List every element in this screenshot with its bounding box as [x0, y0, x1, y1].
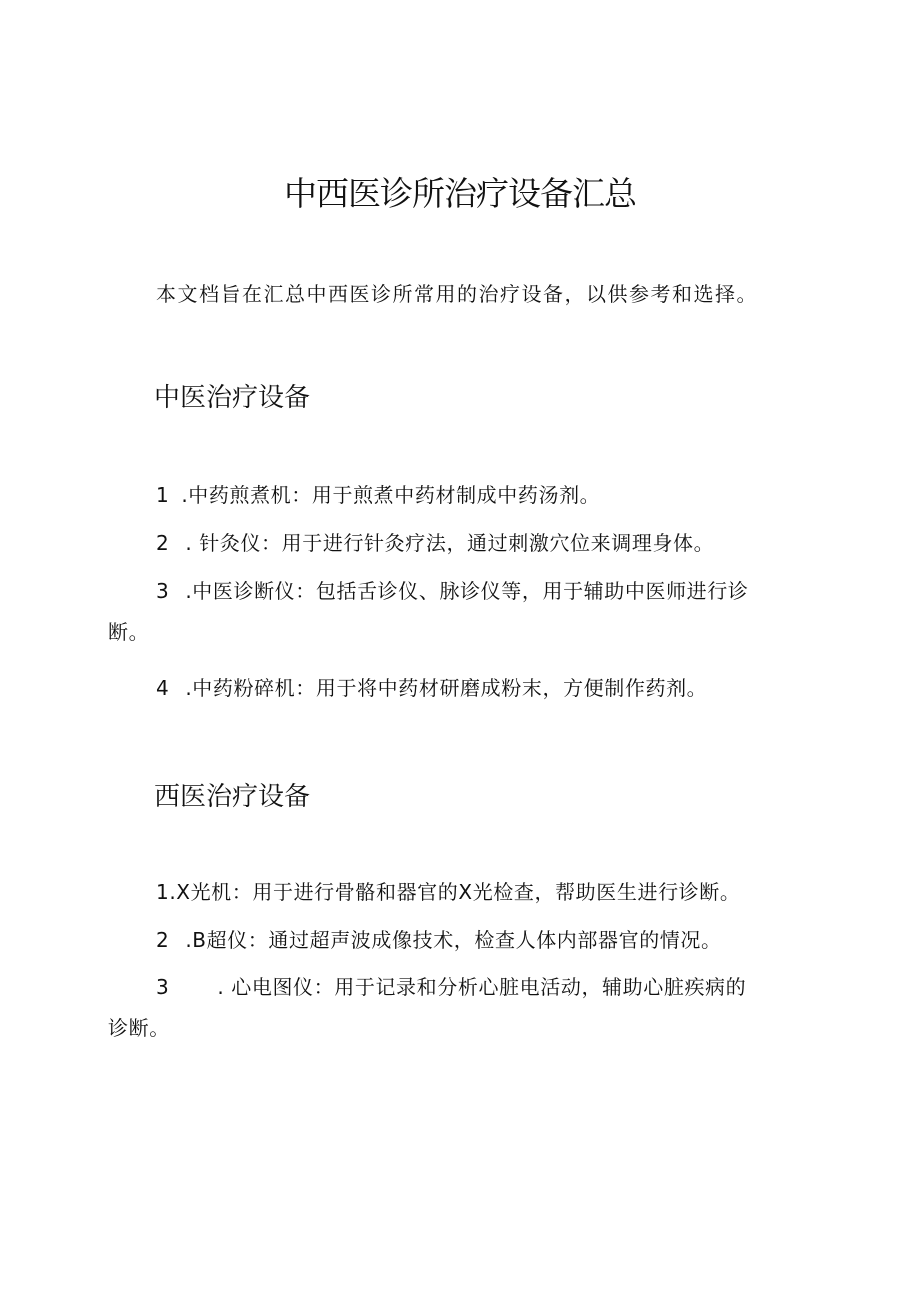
item-number: 1: [156, 483, 170, 507]
item-text: .中医诊断仪：包括舌诊仪、脉诊仪等，用于辅助中医师进行诊: [185, 579, 749, 603]
item-number: 3: [156, 579, 170, 603]
item-text: . 针灸仪：用于进行针灸疗法，通过刺激穴位来调理身体。: [185, 531, 715, 555]
intro-paragraph: 本文档旨在汇总中西医诊所常用的治疗设备，以供参考和选择。: [156, 282, 758, 306]
item-text-continuation: 断。: [108, 620, 150, 644]
item-text-continuation: 诊断。: [108, 1016, 170, 1040]
item-text: .B超仪：通过超声波成像技术，检查人体内部器官的情况。: [185, 928, 722, 952]
item-text: . 心电图仪：用于记录和分析心脏电活动，辅助心脏疾病的: [217, 975, 747, 999]
list-item: [156, 528, 816, 558]
list-item: [156, 673, 816, 703]
list-item: [108, 576, 816, 644]
item-number: 3: [156, 975, 170, 999]
item-text: .中药煎煮机：用于煎煮中药材制成中药汤剂。: [181, 483, 601, 507]
section-heading-tcm: 中医治疗设备: [154, 383, 311, 413]
item-number: 1: [156, 880, 170, 904]
item-text: .X光机：用于进行骨骼和器官的X光检查，帮助医生进行诊断。: [169, 880, 741, 904]
list-item: [108, 972, 816, 1040]
item-number: 4: [156, 676, 170, 700]
item-number: 2: [156, 928, 170, 952]
page-title: 中西医诊所治疗设备汇总: [284, 174, 636, 213]
item-number: 2: [156, 531, 170, 555]
list-item: [156, 480, 816, 510]
section-heading-western: 西医治疗设备: [154, 782, 311, 812]
item-text: .中药粉碎机：用于将中药材研磨成粉末，方便制作药剂。: [185, 676, 708, 700]
list-item: [156, 925, 816, 955]
list-item: [156, 877, 816, 907]
